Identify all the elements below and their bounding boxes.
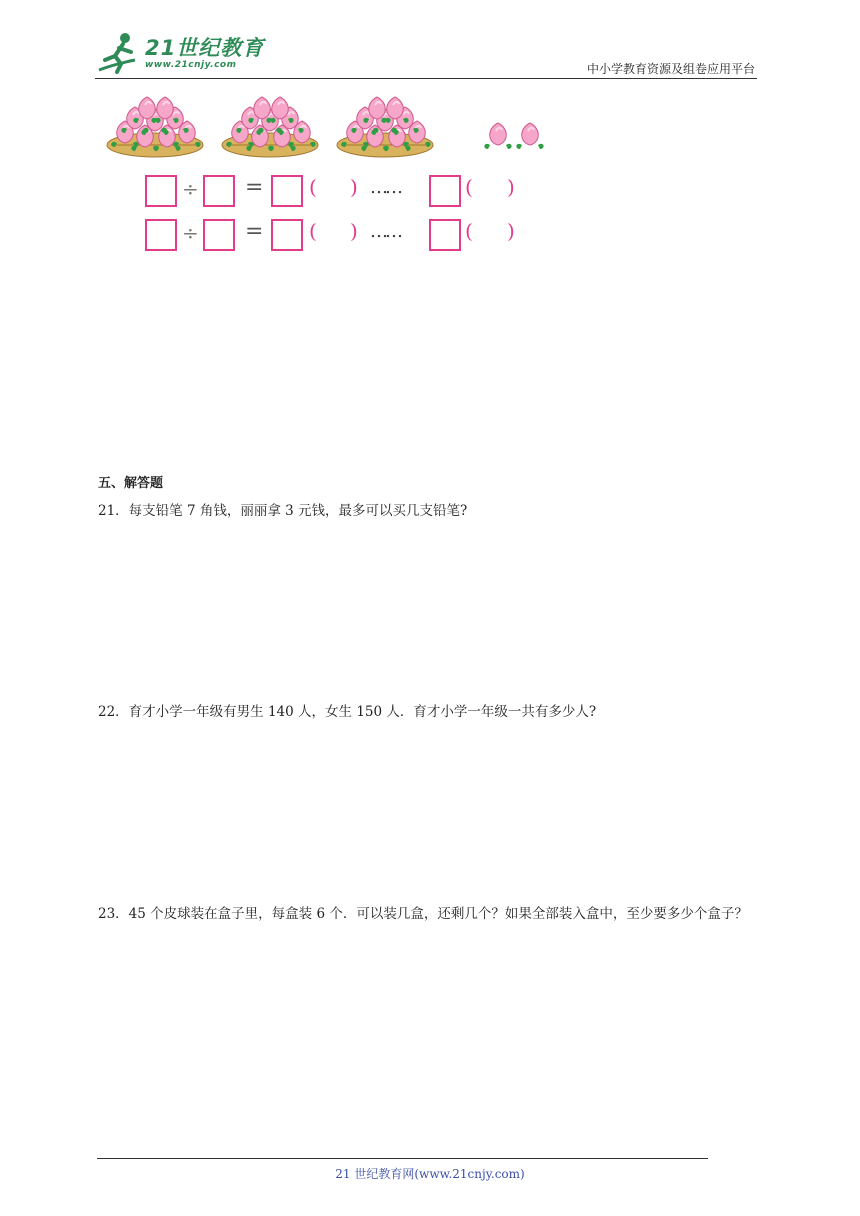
runner-logo-icon xyxy=(95,30,145,76)
unit-lparen: ( xyxy=(309,219,317,243)
basket-2 xyxy=(222,97,318,157)
answer-box[interactable] xyxy=(145,175,177,207)
logo-text: 21世纪教育 xyxy=(145,36,265,60)
unit-rparen: ) xyxy=(507,219,515,243)
question-21: 21．每支铅笔 7 角钱，丽丽拿 3 元钱，最多可以买几支铅笔? xyxy=(98,503,468,519)
answer-box[interactable] xyxy=(203,175,235,207)
equation-row-2 xyxy=(145,219,565,251)
unit-rparen: ) xyxy=(350,175,358,199)
answer-box[interactable] xyxy=(145,219,177,251)
remainder-dots: …… xyxy=(370,177,400,198)
logo-url: www.21cnjy.com xyxy=(145,60,237,70)
peach-division-figure xyxy=(100,95,560,255)
unit-lparen: ( xyxy=(309,175,317,199)
answer-box[interactable] xyxy=(271,219,303,251)
answer-box[interactable] xyxy=(203,219,235,251)
remainder-dots: …… xyxy=(370,221,400,242)
answer-box[interactable] xyxy=(429,219,461,251)
unit-rparen: ) xyxy=(507,175,515,199)
answer-box[interactable] xyxy=(271,175,303,207)
basket-1 xyxy=(107,97,203,157)
question-22: 22．育才小学一年级有男生 140 人，女生 150 人．育才小学一年级一共有多少人? xyxy=(98,704,597,720)
answer-box[interactable] xyxy=(429,175,461,207)
footer-divider xyxy=(97,1158,708,1159)
platform-name: 中小学教育资源及组卷应用平台 xyxy=(586,62,755,76)
unit-lparen: ( xyxy=(465,219,473,243)
footer-text: 21 世纪教育网(www.21cnjy.com) xyxy=(335,1167,525,1181)
question-23: 23．45 个皮球装在盒子里，每盒装 6 个．可以装几盒，还剩几个？如果全部装入盒中，至少要多少个盒子？ xyxy=(98,906,748,922)
divide-sign: ÷ xyxy=(182,221,199,245)
section-title: 五、解答题 xyxy=(98,476,164,491)
divide-sign: ÷ xyxy=(182,177,199,201)
equals-sign: = xyxy=(245,175,264,200)
site-logo xyxy=(95,30,265,76)
equals-sign: = xyxy=(245,219,264,244)
unit-lparen: ( xyxy=(465,175,473,199)
equation-row-1 xyxy=(145,175,565,207)
page-header xyxy=(95,30,757,79)
basket-3 xyxy=(337,97,433,157)
unit-rparen: ) xyxy=(350,219,358,243)
